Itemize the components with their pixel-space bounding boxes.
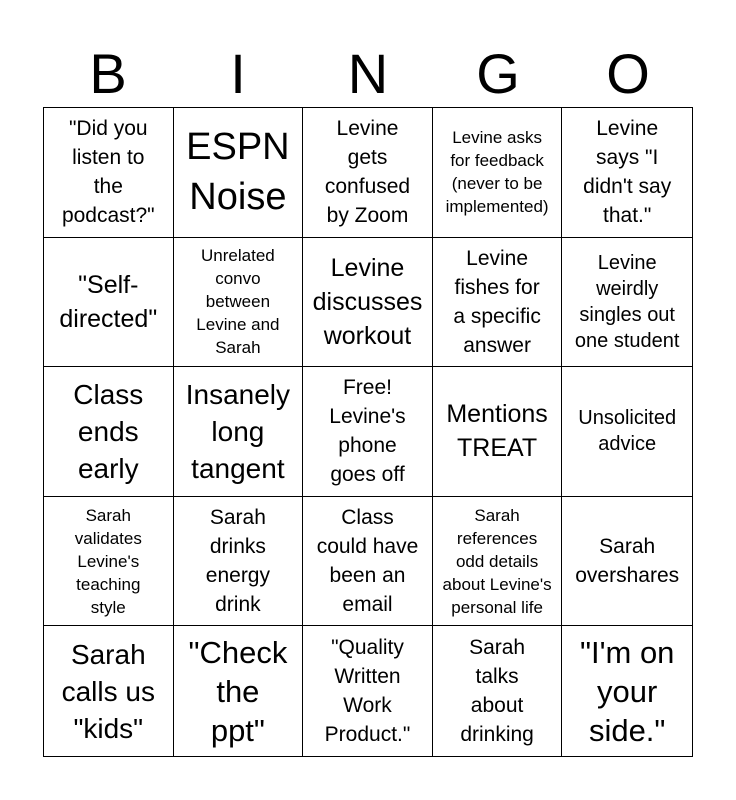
bingo-cell[interactable]	[44, 108, 174, 238]
header-letter-o: O	[606, 42, 650, 105]
bingo-cell[interactable]	[433, 238, 563, 368]
bingo-cell[interactable]	[433, 108, 563, 238]
bingo-header	[43, 40, 693, 108]
bingo-cell[interactable]	[433, 626, 563, 756]
bingo-cell[interactable]	[303, 367, 433, 497]
bingo-cell[interactable]	[44, 497, 174, 627]
bingo-cell[interactable]	[174, 367, 304, 497]
bingo-cell-text: Class ends early	[73, 378, 144, 484]
bingo-cell-text: Insanely long tangent	[185, 378, 291, 484]
bingo-cell-text: Sarah overshares	[575, 535, 680, 588]
bingo-cell-text: ESPN Noise	[186, 126, 290, 219]
bingo-board	[43, 107, 693, 757]
bingo-cell-text: Free! Levine's phone goes off	[329, 376, 406, 487]
bingo-cell-text: "Quality Written Work Product."	[324, 636, 411, 747]
bingo-cell[interactable]	[174, 626, 304, 756]
header-letter-i: I	[230, 42, 246, 105]
bingo-cell-text: Mentions TREAT	[446, 400, 548, 463]
bingo-cell-text: Levine asks for feedback (never to be implemented)	[445, 128, 549, 217]
bingo-cell-text: "Self- directed"	[59, 270, 158, 333]
bingo-cell-text: Levine gets confused by Zoom	[324, 117, 411, 228]
bingo-cell-text: "Check the ppt"	[188, 634, 288, 748]
bingo-cell-text: Sarah talks about drinking	[460, 636, 534, 747]
bingo-cell[interactable]	[174, 238, 304, 368]
bingo-cell-text: Levine fishes for a specific answer	[453, 246, 541, 357]
bingo-cell[interactable]	[562, 108, 692, 238]
bingo-cell[interactable]	[562, 367, 692, 497]
header-letter-b: B	[89, 42, 127, 105]
bingo-cell[interactable]	[303, 626, 433, 756]
bingo-cell-text: Sarah validates Levine's teaching style	[74, 505, 142, 617]
bingo-cell-text: "I'm on your side."	[579, 634, 675, 748]
bingo-cell[interactable]	[303, 108, 433, 238]
bingo-cell[interactable]	[174, 108, 304, 238]
bingo-cell-text: Class could have been an email	[316, 506, 419, 617]
bingo-cell[interactable]	[433, 497, 563, 627]
bingo-cell-text: Unrelated convo between Levine and Sarah	[196, 246, 280, 358]
bingo-cell-text: Levine says "I didn't say that."	[583, 117, 672, 228]
bingo-cell-text: "Did you listen to the podcast?"	[61, 117, 155, 228]
bingo-cell[interactable]	[44, 626, 174, 756]
bingo-cell[interactable]	[44, 238, 174, 368]
bingo-cell[interactable]	[303, 238, 433, 368]
bingo-cell-text: Levine discusses workout	[312, 253, 423, 350]
bingo-cell[interactable]	[562, 626, 692, 756]
bingo-cell[interactable]	[562, 497, 692, 627]
bingo-cell-text: Unsolicited advice	[578, 407, 677, 456]
header-letter-n: N	[347, 42, 389, 105]
bingo-cell-text: Sarah references odd details about Levine's personal life	[442, 505, 552, 617]
bingo-cell[interactable]	[44, 367, 174, 497]
bingo-cell-text: Sarah calls us "kids"	[61, 638, 155, 744]
bingo-cell[interactable]	[174, 497, 304, 627]
bingo-cell[interactable]	[433, 367, 563, 497]
bingo-cell[interactable]	[562, 238, 692, 368]
bingo-cell-text: Sarah drinks energy drink	[205, 506, 270, 617]
bingo-cell[interactable]	[303, 497, 433, 627]
bingo-cell-text: Levine weirdly singles out one student	[574, 251, 680, 352]
header-letter-g: G	[476, 42, 520, 105]
